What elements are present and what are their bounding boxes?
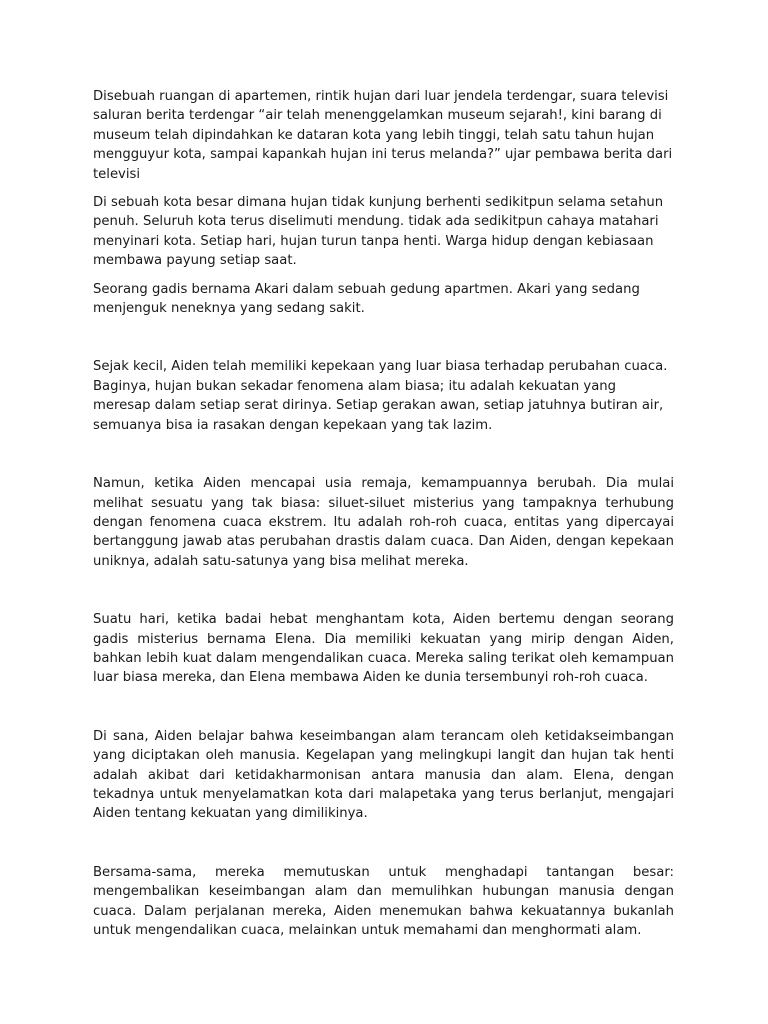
paragraph-8: Bersama-sama, mereka memutuskan untuk menghadapi tantangan besar: mengembalikan keseimbangan alam dan memulihkan hubungan manusia dengan cuaca. Dalam perjalanan mereka, Aiden menemukan bahwa kekuatannya bukanlah untuk mengendalikan cuaca, melainkan untuk memahami dan menghormati alam. bbox=[93, 864, 674, 938]
paragraph-5: Namun, ketika Aiden mencapai usia remaja, kemampuannya berubah. Dia mulai melihat sesuatu yang tak biasa: siluet-siluet misterius yang tampaknya terhubung dengan fenomena cuaca ekstrem. Itu adalah roh-roh cuaca, entitas yang dipercayai bertanggung jawab atas perubahan drastis dalam cuaca. Dan Aiden, dengan kepekaan uniknya, adalah satu-satunya yang bisa melihat mereka. bbox=[93, 476, 674, 569]
paragraph-2: Di sebuah kota besar dimana hujan tidak kunjung berhenti sedikitpun selama setahun penuh. Seluruh kota terus diselimuti mendung. tidak ada sedikitpun cahaya matahari menyinari kota. Setiap hari, hujan turun tanpa henti. Warga hidup dengan kebiasaan membawa payung setiap saat. bbox=[93, 195, 664, 269]
paragraph-3: Seorang gadis bernama Akari dalam sebuah gedung apartmen. Akari yang sedang menjenguk neneknya yang sedang sakit. bbox=[93, 281, 640, 317]
paragraph-4: Sejak kecil, Aiden telah memiliki kepekaan yang luar biasa terhadap perubahan cuaca. Baginya, hujan bukan sekadar fenomena alam biasa; itu adalah kekuatan yang meresap dalam setiap serat dirinya. Setiap gerakan awan, setiap jatuhnya butiran air, semuanya bisa ia rasakan dengan kepekaan yang tak lazim. bbox=[93, 359, 668, 433]
document-body bbox=[93, 87, 674, 940]
paragraph-6: Suatu hari, ketika badai hebat menghantam kota, Aiden bertemu dengan seorang gadis misterius bernama Elena. Dia memiliki kekuatan yang mirip dengan Aiden, bahkan lebih kuat dalam mengendalikan cuaca. Mereka saling terikat oleh kemampuan luar biasa mereka, dan Elena membawa Aiden ke dunia tersembunyi roh-roh cuaca. bbox=[93, 612, 674, 686]
paragraph-1: Disebuah ruangan di apartemen, rintik hujan dari luar jendela terdengar, suara televisi saluran berita terdengar “air telah menenggelamkan museum sejarah!, kini barang di museum telah dipindahkan ke dataran kota yang lebih tinggi, telah satu tahun hujan mengguyur kota, sampai kapankah hujan ini terus melanda?” ujar pembawa berita dari televisi bbox=[93, 89, 673, 182]
paragraph-7: Di sana, Aiden belajar bahwa keseimbangan alam terancam oleh ketidakseimbangan yang diciptakan oleh manusia. Kegelapan yang melingkupi langit dan hujan tak henti adalah akibat dari ketidakharmonisan antara manusia dan alam. Elena, dengan tekadnya untuk menyelamatkan kota dari malapetaka yang terus berlanjut, mengajari Aiden tentang kekuatan yang dimilikinya. bbox=[93, 728, 674, 822]
